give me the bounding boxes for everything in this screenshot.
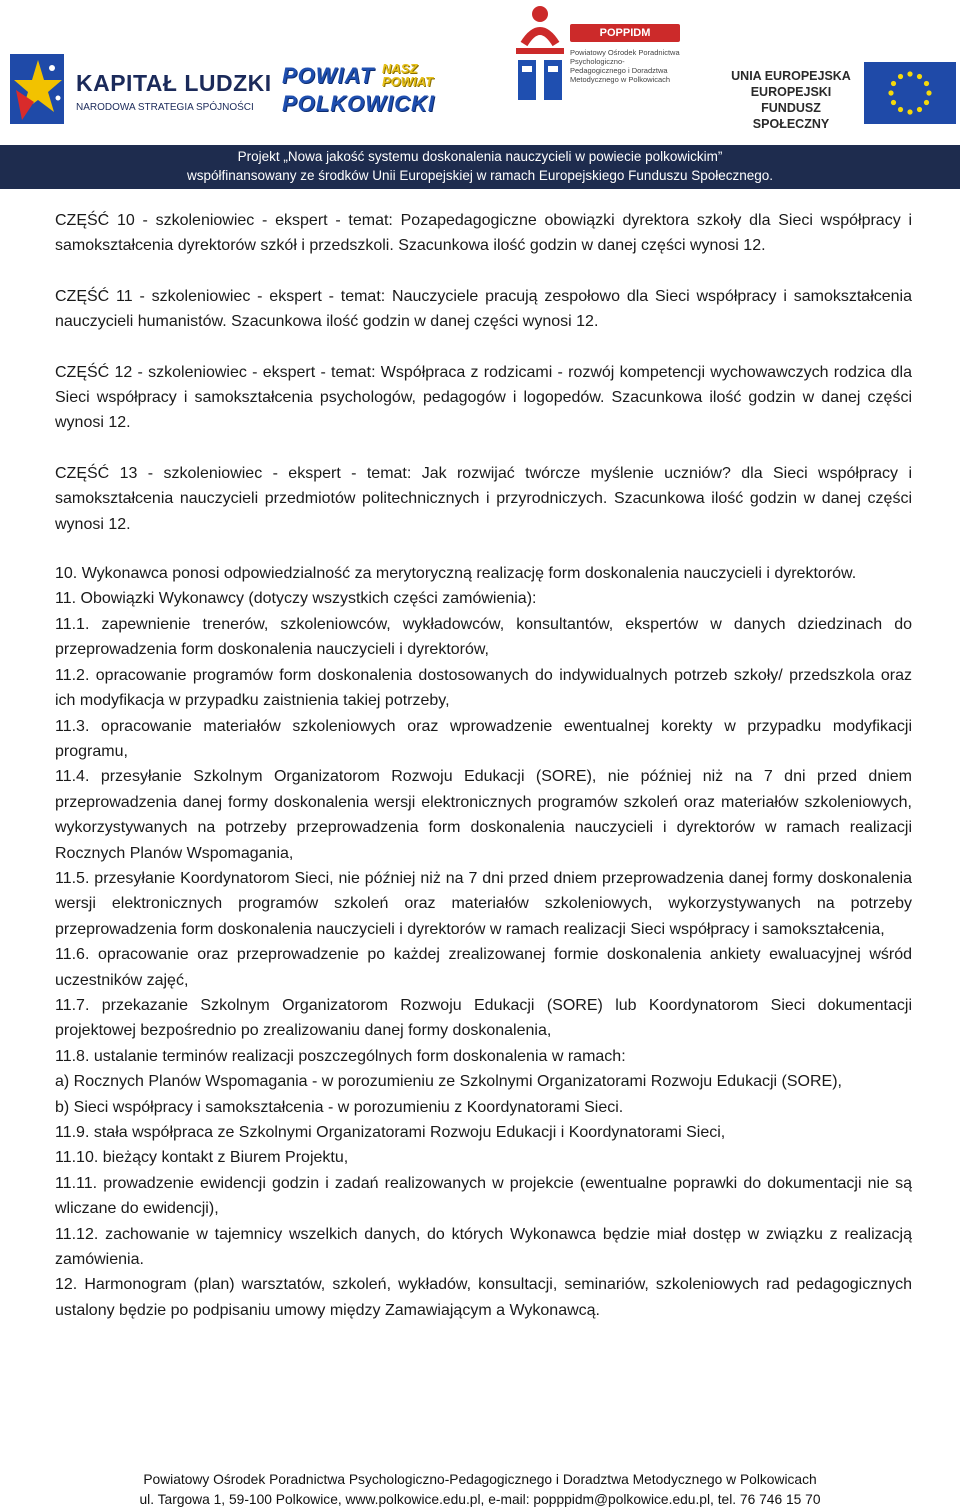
paragraph-11-3: 11.3. opracowanie materiałów szkoleniowych oraz wprowadzenie ewentualnej korekty w przypadku modyfikacji programu, <box>55 717 912 760</box>
powiat-nasz <box>382 62 433 88</box>
poppidm-emblem-icon <box>510 4 570 116</box>
paragraph-11: 11. Obowiązki Wykonawcy (dotyczy wszystkich części zamówienia): <box>55 590 537 608</box>
paragraph-11-7: 11.7. przekazanie Szkolnym Organizatorom Rozwoju Edukacji (SORE) lub Koordynatorom Sieci dokumentacji projektowej bezpośrednio po zrealizowaniu danej formy doskonalenia, <box>55 996 912 1040</box>
project-banner <box>0 145 960 189</box>
paragraph-11-12: 11.12. zachowanie w tajemnicy wszelkich danych, do których Wykonawca będzie miał dostęp w związku z realizacją zamówienia. <box>55 1225 912 1269</box>
powiat-nasz-word2: POWIAT <box>382 74 434 89</box>
eu-line1: UNIA EUROPEJSKA <box>731 69 851 83</box>
paragraph-10: 10. Wykonawca ponosi odpowiedzialność za merytoryczną realizację form doskonalenia nauczycieli i dyrektorów. <box>55 565 857 583</box>
eu-flag-icon <box>864 62 956 124</box>
project-funding: współfinansowany ze środków Unii Europejskiej w ramach Europejskiego Funduszu Społecznego. <box>186 168 774 183</box>
paragraph-11-5: 11.5. przesyłanie Koordynatorom Sieci, nie później niż na 7 dni przed dniem przeprowadzenia danej formy doskonalenia wersji elektronicznych programów szkoleń oraz materiałów szkoleniowych, wykorzystywanych na potrzeby przeprowadzenia form doskonalenia nauczycieli i dyrektorów w ramach realizacji Sieci współpracy i samokształcenia, <box>55 869 912 938</box>
powiat-line2: POLKOWICKI <box>282 91 435 116</box>
paragraph-11-1: 11.1. zapewnienie trenerów, szkoleniowców, wykładowców, konsultantów, ekspertów w danych dziedzinach do przeprowadzenia form doskonalenia nauczycieli i dyrektorów, <box>55 615 912 659</box>
paragraph-11-4: 11.4. przesyłanie Szkolnym Organizatorom Rozwoju Edukacji (SORE), nie później niż na 7 dni przed dniem przeprowadzenia danej formy doskonalenia wersji elektronicznych programów szkoleń oraz materiałów szkoleniowych, wykorzystywanych na potrzeby przeprowadzenia form doskonalenia nauczycieli i dyrektorów w ramach realizacji Rocznych Planów Wspomagania, <box>55 768 912 862</box>
eu-line2: EUROPEJSKI <box>750 85 832 99</box>
page-footer <box>0 1470 960 1510</box>
project-title: Projekt „Nowa jakość systemu doskonalenia nauczycieli w powiecie polkowickim” <box>237 149 723 164</box>
paragraph-11-11: 11.11. prowadzenie ewidencji godzin i zadań realizowanych w projekcie (ewentualne poprawki do dokumentacji nie są wliczane do ewidencji), <box>55 1174 912 1218</box>
czesc-11: CZĘŚĆ 11 - szkoleniowiec - ekspert - temat: Nauczyciele pracują zespołowo dla Sieci współpracy i samokształcenia nauczycieli humanistów. Szacunkowa ilość godzin w danej części wynosi 12. <box>55 287 912 331</box>
czesc-10: CZĘŚĆ 10 - szkoleniowiec - ekspert - temat: Pozapedagogiczne obowiązki dyrektora szkoły dla Sieci współpracy i samokształcenia dyrektorów szkół i przedszkoli. Szacunkowa ilość godzin w danej części wynosi 12. <box>55 212 912 255</box>
czesc-12: CZĘŚĆ 12 - szkoleniowiec - ekspert - temat: Współpraca z rodzicami - rozwój kompetencji wychowawczych rodzica dla Sieci współpracy i samokształcenia psychologów, pedagogów i logopedów. Szacunkowa ilość godzin w danej części wynosi 12. <box>55 363 912 432</box>
poppidm-logo <box>510 4 680 116</box>
footer-institution: Powiatowy Ośrodek Poradnictwa Psychologiczno-Pedagogicznego i Doradztwa Metodycznego w Polkowicach <box>143 1472 817 1487</box>
paragraph-11-8-a: a) Rocznych Planów Wspomagania - w porozumieniu ze Szkolnymi Organizatorami Rozwoju Edukacji (SORE), <box>55 1073 842 1091</box>
poppidm-name: Powiatowy Ośrodek Poradnictwa Psychologiczno-Pedagogicznego i Doradztwa Metodycznego w Polkowicach <box>570 48 680 84</box>
page-header <box>0 0 960 186</box>
kapital-ludzki-star-icon <box>8 50 68 126</box>
paragraph-11-8: 11.8. ustalanie terminów realizacji poszczególnych form doskonalenia w ramach: <box>55 1047 626 1065</box>
footer-contact: ul. Targowa 1, 59-100 Polkowice, www.polkowice.edu.pl, e-mail: popppidm@polkowice.edu.pl, tel. 76 746 15 70 <box>139 1492 821 1507</box>
paragraph-11-6: 11.6. opracowanie oraz przeprowadzenie po każdej zrealizowanej formie doskonalenia ankiety ewaluacyjnej wśród uczestników zajęć, <box>55 946 912 989</box>
kapital-ludzki-subtitle: NARODOWA STRATEGIA SPÓJNOŚCI <box>76 102 254 113</box>
document-body <box>55 208 912 1323</box>
paragraph-12: 12. Harmonogram (plan) warsztatów, szkoleń, wykładów, konsultacji, seminariów, szkoleniowych rad pedagogicznych ustalony będzie po podpisaniu umowy między Zamawiającym a Wykonawcą. <box>55 1276 912 1319</box>
powiat-line1: POWIAT <box>282 63 375 88</box>
kapital-ludzki-logo <box>8 50 272 126</box>
paragraph-11-2: 11.2. opracowanie programów form doskonalenia dostosowanych do indywidualnych potrzeb szkoły/ przedszkola oraz ich modyfikacja w przypadku zaistnienia takiej potrzeby, <box>55 666 912 710</box>
kapital-ludzki-title: KAPITAŁ LUDZKI <box>76 70 272 96</box>
paragraph-11-9: 11.9. stała współpraca ze Szkolnymi Organizatorami Rozwoju Edukacji i Koordynatorami Sieci, <box>55 1124 726 1141</box>
poppidm-badge: POPPIDM <box>570 24 680 42</box>
powiat-nasz-word: NASZ <box>382 61 418 76</box>
eu-text <box>726 68 856 132</box>
eu-line3: FUNDUSZ SPOŁECZNY <box>752 101 830 131</box>
czesc-13: CZĘŚĆ 13 - szkoleniowiec - ekspert - temat: Jak rozwijać twórcze myślenie uczniów? dla Sieci współpracy i samokształcenia nauczycieli przedmiotów politechnicznych i przyrodniczych. Szacunkowa ilość godzin w danej części wynosi 12. <box>55 464 912 533</box>
paragraph-11-10: 11.10. bieżący kontakt z Biurem Projektu, <box>55 1149 349 1167</box>
eu-logo <box>726 62 956 131</box>
powiat-polkowicki-logo <box>278 60 438 120</box>
paragraph-11-8-b: b) Sieci współpracy i samokształcenia - w porozumieniu z Koordynatorami Sieci. <box>55 1098 624 1116</box>
